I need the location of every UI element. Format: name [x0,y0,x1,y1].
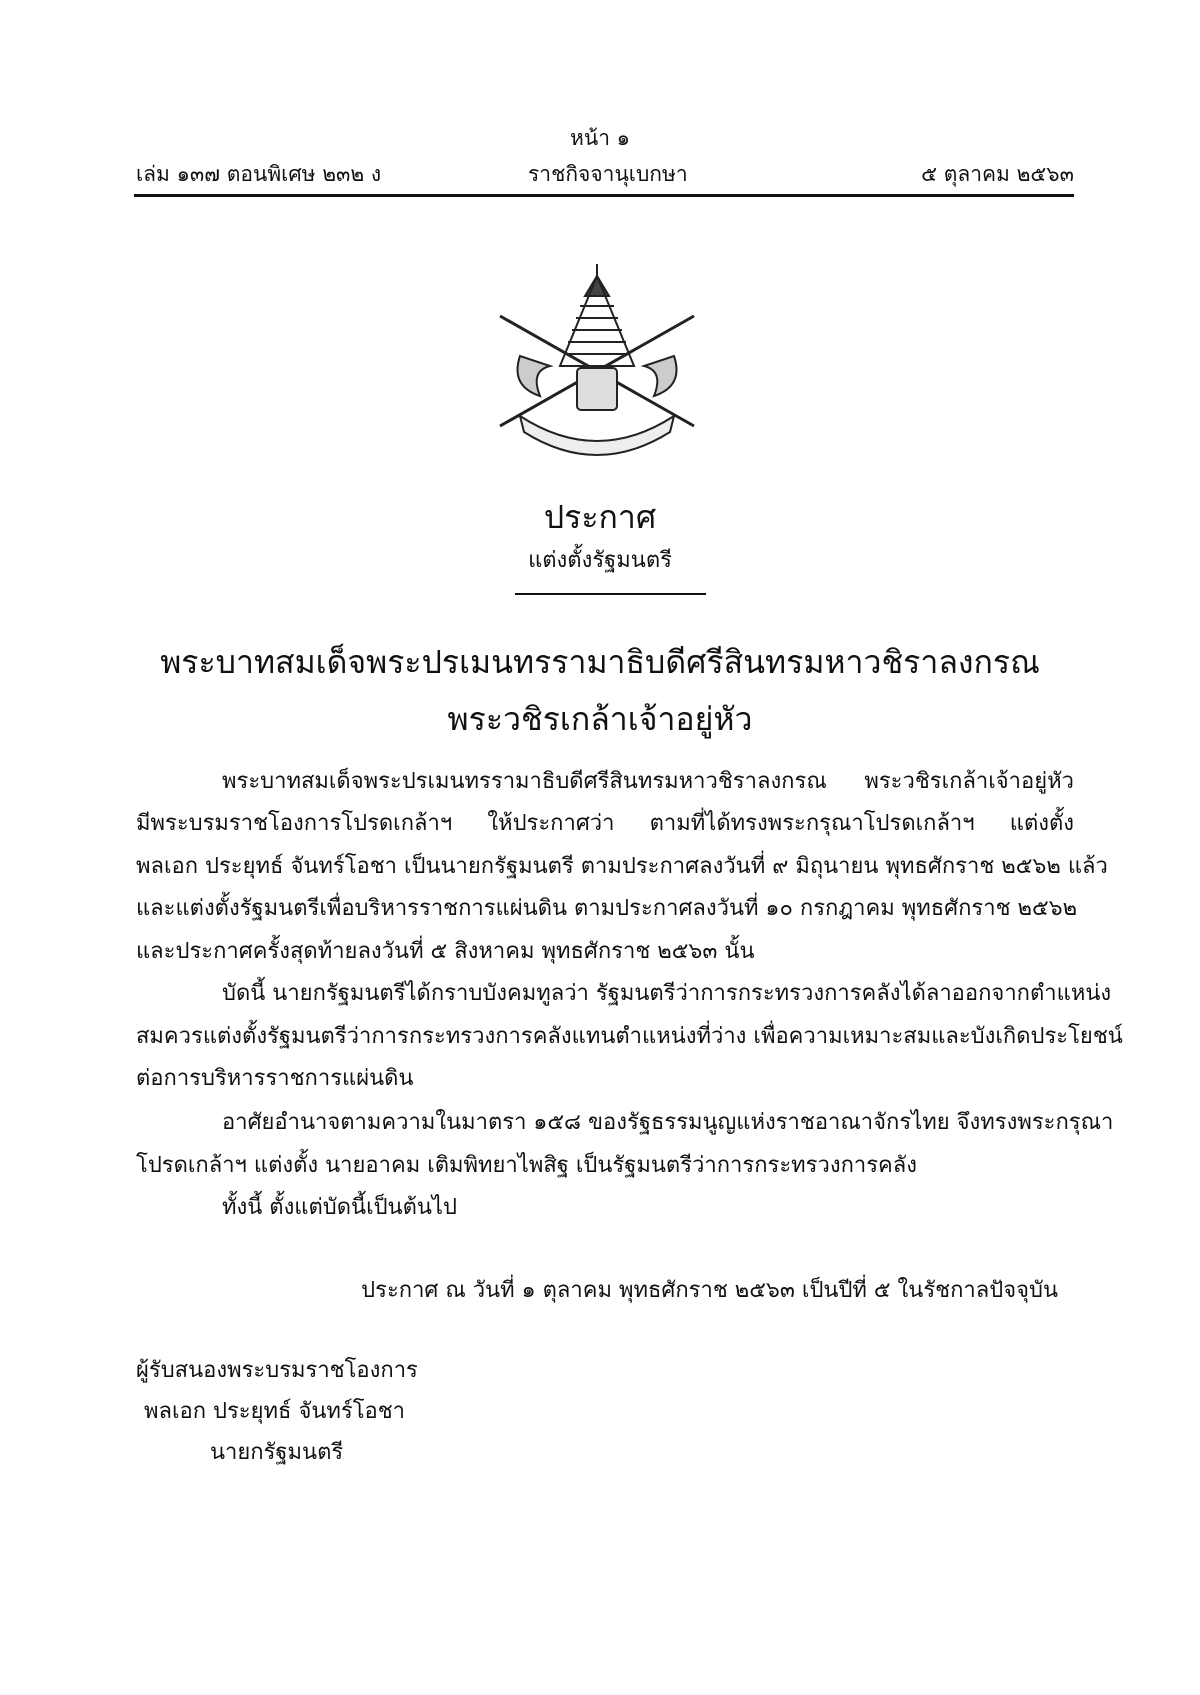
publication-name: ราชกิจจานุเบกษา [528,162,688,186]
publication-date: ๕ ตุลาคม ๒๕๖๓ [921,162,1074,186]
body-line: พระบาทสมเด็จพระปรเมนทรรามาธิบดีศรีสินทรมหาวชิราลงกรณ พระวชิรเกล้าเจ้าอยู่หัว [222,769,1074,794]
body-line: มีพระบรมราชโองการโปรดเกล้าฯ ให้ประกาศว่า ตามที่ได้ทรงพระกรุณาโปรดเกล้าฯ แต่งตั้ง [136,811,1074,836]
body-line: ทั้งนี้ ตั้งแต่บัดนี้เป็นต้นไป [222,1195,457,1220]
header-rule [134,194,1074,197]
title-rule [515,593,706,595]
given-date: ประกาศ ณ วันที่ ๑ ตุลาคม พุทธศักราช ๒๕๖๓ เป็นปีที่ ๕ ในรัชกาลปัจจุบัน [361,1278,1058,1303]
body-line: โปรดเกล้าฯ แต่งตั้ง นายอาคม เติมพิทยาไพสิฐ เป็นรัฐมนตรีว่าการกระทรวงการคลัง [136,1153,917,1178]
body-line: และแต่งตั้งรัฐมนตรีเพื่อบริหารราชการแผ่นดิน ตามประกาศลงวันที่ ๑๐ กรกฎาคม พุทธศักราช ๒๕๖๒ [136,896,1078,921]
body-line: สมควรแต่งตั้งรัฐมนตรีว่าการกระทรวงการคลังแทนตำแหน่งที่ว่าง เพื่อความเหมาะสมและบังเกิดประโยชน์ [136,1024,1123,1049]
body-line: พลเอก ประยุทธ์ จันทร์โอชา เป็นนายกรัฐมนตรี ตามประกาศลงวันที่ ๙ มิถุนายน พุทธศักราช ๒๕๖๒ แล้ว [136,854,1108,879]
heading-line-2: พระวชิรเกล้าเจ้าอยู่หัว [447,700,753,738]
countersign-name: พลเอก ประยุทธ์ จันทร์โอชา [144,1399,406,1424]
page-number: หน้า ๑ [570,126,630,150]
heading-line-1: พระบาทสมเด็จพระปรเมนทรรามาธิบดีศรีสินทรมหาวชิราลงกรณ [160,643,1040,681]
royal-emblem-icon [480,256,714,458]
body-line: และประกาศครั้งสุดท้ายลงวันที่ ๕ สิงหาคม พุทธศักราช ๒๕๖๓ นั้น [136,939,755,964]
document-title: ประกาศ [543,498,657,536]
countersign-label: ผู้รับสนองพระบรมราชโองการ [136,1358,418,1383]
volume-info: เล่ม ๑๓๗ ตอนพิเศษ ๒๓๒ ง [136,162,382,186]
document-subtitle: แต่งตั้งรัฐมนตรี [528,548,672,573]
body-line: บัดนี้ นายกรัฐมนตรีได้กราบบังคมทูลว่า รัฐมนตรีว่าการกระทรวงการคลังได้ลาออกจากตำแหน่ง [222,981,1112,1006]
body-line: ต่อการบริหารราชการแผ่นดิน [136,1066,414,1091]
countersign-position: นายกรัฐมนตรี [210,1440,344,1465]
body-line: อาศัยอำนาจตามความในมาตรา ๑๕๘ ของรัฐธรรมนูญแห่งราชอาณาจักรไทย จึงทรงพระกรุณา [222,1110,1114,1135]
